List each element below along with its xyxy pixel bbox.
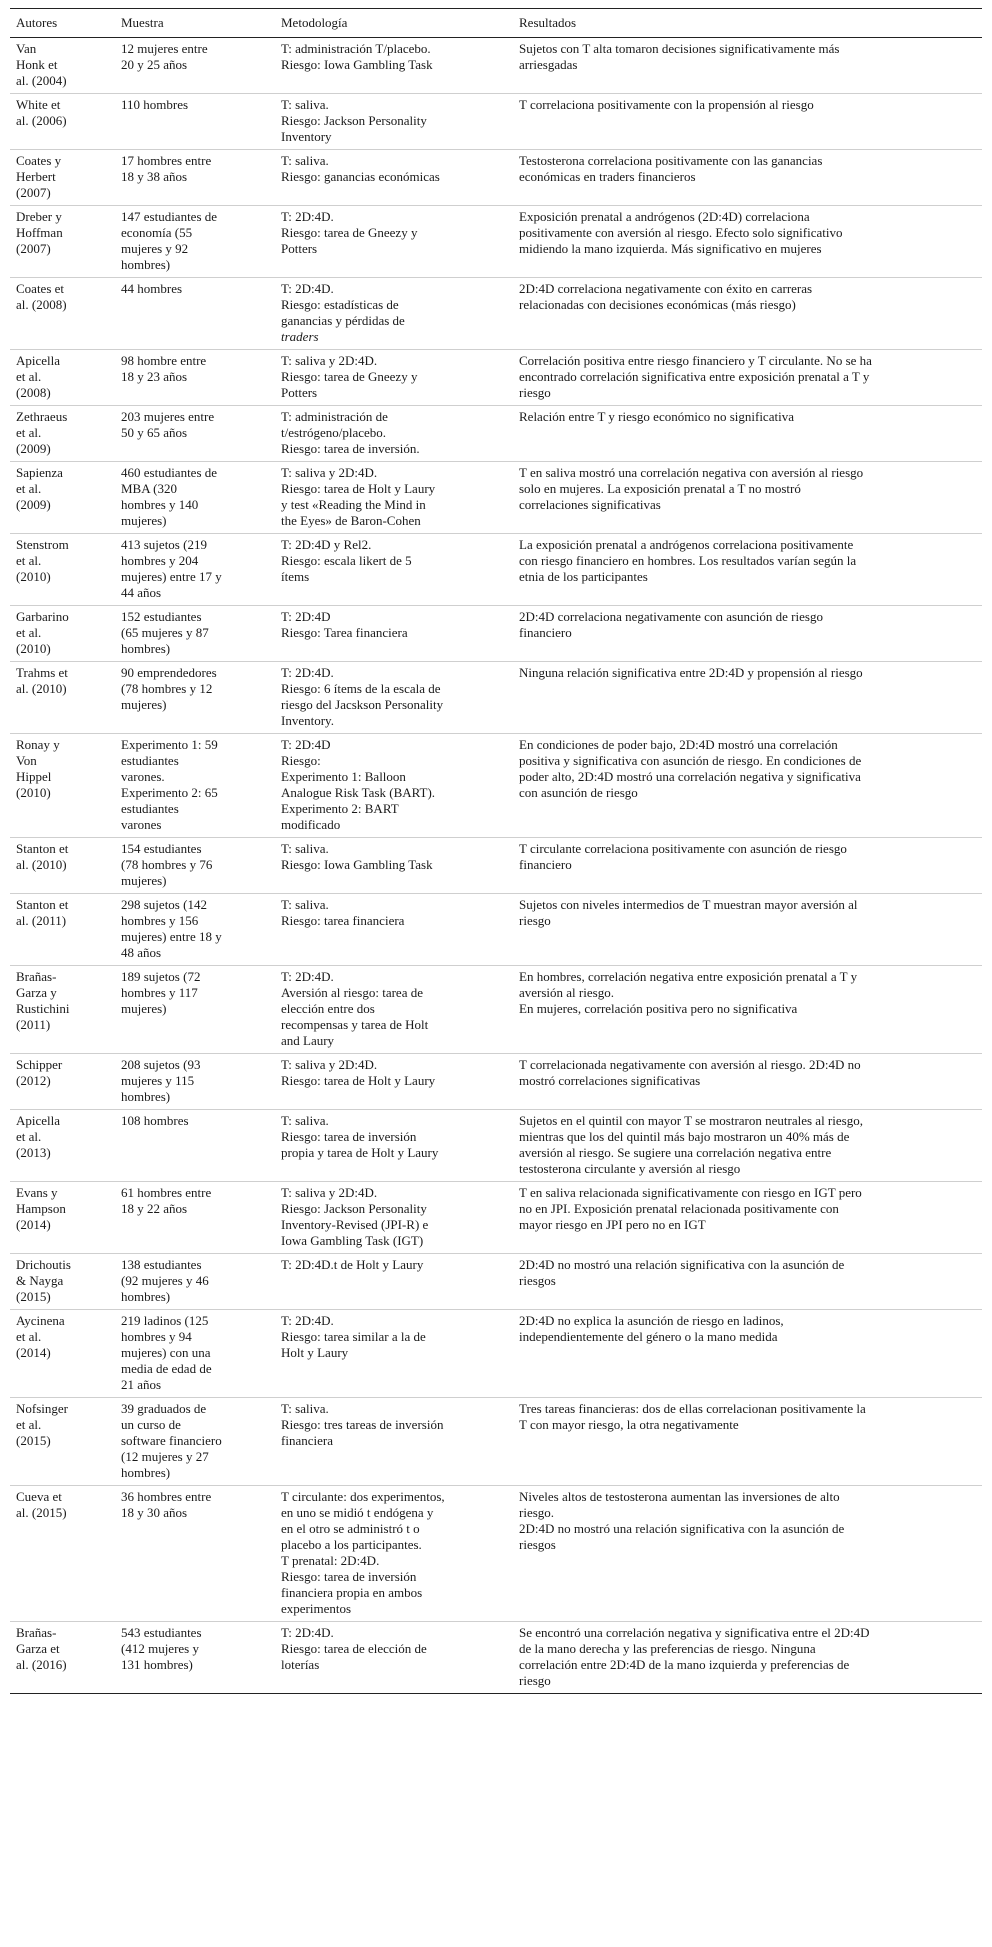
table-row — [10, 838, 982, 894]
cell-autores: Apicella et al. (2008) — [10, 350, 115, 406]
cell-resultados: 2D:4D correlaciona negativamente con asunción de riesgo financiero — [513, 606, 982, 662]
cell-resultados: 2D:4D no mostró una relación significativa con la asunción de riesgos — [513, 1254, 982, 1310]
cell-autores: Apicella et al. (2013) — [10, 1110, 115, 1182]
table-row — [10, 966, 982, 1054]
cell-autores: White et al. (2006) — [10, 94, 115, 150]
cell-resultados: Sujetos en el quintil con mayor T se mostraron neutrales al riesgo, mientras que los del quintil más bajo mostraron un 40% más de aversión al riesgo. Se sugiere una correlación negativa entre testosterona circulante y aversión al riesgo — [513, 1110, 982, 1182]
header-metodologia: Metodología — [275, 9, 513, 38]
table-row — [10, 38, 982, 94]
cell-muestra: 108 hombres — [115, 1110, 275, 1182]
cell-muestra: 154 estudiantes (78 hombres y 76 mujeres) — [115, 838, 275, 894]
cell-resultados: T circulante correlaciona positivamente con asunción de riesgo financiero — [513, 838, 982, 894]
cell-metodologia: T circulante: dos experimentos, en uno se midió t endógena y en el otro se administró t o placebo a los participantes. T prenatal: 2D:4D. Riesgo: tarea de inversión financiera propia en ambos experimentos — [275, 1486, 513, 1622]
table-row — [10, 1398, 982, 1486]
table-row — [10, 278, 982, 350]
table-body — [10, 38, 982, 1694]
cell-muestra: 36 hombres entre 18 y 30 años — [115, 1486, 275, 1622]
cell-autores: Coates et al. (2008) — [10, 278, 115, 350]
cell-autores: Van Honk et al. (2004) — [10, 38, 115, 94]
cell-muestra: 543 estudiantes (412 mujeres y 131 hombres) — [115, 1622, 275, 1694]
cell-autores: Stanton et al. (2011) — [10, 894, 115, 966]
cell-metodologia: T: saliva. Riesgo: Jackson Personality Inventory — [275, 94, 513, 150]
table-row — [10, 406, 982, 462]
cell-autores: Nofsinger et al. (2015) — [10, 1398, 115, 1486]
cell-resultados: T correlacionada negativamente con aversión al riesgo. 2D:4D no mostró correlaciones significativas — [513, 1054, 982, 1110]
cell-autores: Cueva et al. (2015) — [10, 1486, 115, 1622]
cell-muestra: 460 estudiantes de MBA (320 hombres y 140 mujeres) — [115, 462, 275, 534]
cell-muestra: 152 estudiantes (65 mujeres y 87 hombres) — [115, 606, 275, 662]
cell-muestra: 39 graduados de un curso de software financiero (12 mujeres y 27 hombres) — [115, 1398, 275, 1486]
cell-autores: Dreber y Hoffman (2007) — [10, 206, 115, 278]
studies-table — [10, 8, 982, 1694]
cell-metodologia: T: saliva. Riesgo: tarea de inversión propia y tarea de Holt y Laury — [275, 1110, 513, 1182]
cell-autores: Brañas- Garza y Rustichini (2011) — [10, 966, 115, 1054]
cell-resultados: Relación entre T y riesgo económico no significativa — [513, 406, 982, 462]
cell-muestra: 44 hombres — [115, 278, 275, 350]
cell-resultados: Exposición prenatal a andrógenos (2D:4D) correlaciona positivamente con aversión al riesgo. Efecto solo significativo midiendo la mano izquierda. Más significativo en mujeres — [513, 206, 982, 278]
cell-autores: Stanton et al. (2010) — [10, 838, 115, 894]
cell-muestra: 61 hombres entre 18 y 22 años — [115, 1182, 275, 1254]
cell-resultados: Tres tareas financieras: dos de ellas correlacionan positivamente la T con mayor riesgo, la otra negativamente — [513, 1398, 982, 1486]
cell-metodologia: T: saliva y 2D:4D. Riesgo: tarea de Holt y Laury — [275, 1054, 513, 1110]
cell-resultados: T en saliva relacionada significativamente con riesgo en IGT pero no en JPI. Exposición prenatal relacionada positivamente con mayor riesgo en JPI pero no en IGT — [513, 1182, 982, 1254]
cell-resultados: Correlación positiva entre riesgo financiero y T circulante. No se ha encontrado correlación significativa entre exposición prenatal a T y riesgo — [513, 350, 982, 406]
cell-resultados: 2D:4D no explica la asunción de riesgo en ladinos, independientemente del género o la mano medida — [513, 1310, 982, 1398]
cell-metodologia: T: saliva. Riesgo: tres tareas de inversión financiera — [275, 1398, 513, 1486]
table-row — [10, 1486, 982, 1622]
table-row — [10, 894, 982, 966]
cell-metodologia: T: 2D:4D. Riesgo: 6 ítems de la escala de riesgo del Jacskson Personality Inventory. — [275, 662, 513, 734]
cell-muestra: 413 sujetos (219 hombres y 204 mujeres) entre 17 y 44 años — [115, 534, 275, 606]
cell-resultados: 2D:4D correlaciona negativamente con éxito en carreras relacionadas con decisiones económicas (más riesgo) — [513, 278, 982, 350]
cell-metodologia: T: 2D:4D y Rel2. Riesgo: escala likert de 5 ítems — [275, 534, 513, 606]
cell-autores: Aycinena et al. (2014) — [10, 1310, 115, 1398]
cell-metodologia: T: 2D:4D Riesgo: Tarea financiera — [275, 606, 513, 662]
cell-autores: Stenstrom et al. (2010) — [10, 534, 115, 606]
table-row — [10, 1110, 982, 1182]
header-autores: Autores — [10, 9, 115, 38]
table-row — [10, 350, 982, 406]
cell-metodologia: T: 2D:4D. Aversión al riesgo: tarea de elección entre dos recompensas y tarea de Holt and Laury — [275, 966, 513, 1054]
cell-metodologia: T: administración T/placebo. Riesgo: Iowa Gambling Task — [275, 38, 513, 94]
cell-metodologia: T: saliva. Riesgo: Iowa Gambling Task — [275, 838, 513, 894]
header-row — [10, 9, 982, 38]
cell-autores: Brañas- Garza et al. (2016) — [10, 1622, 115, 1694]
table-row — [10, 1622, 982, 1694]
cell-resultados: Testosterona correlaciona positivamente con las ganancias económicas en traders financieros — [513, 150, 982, 206]
cell-metodologia: T: 2D:4D. Riesgo: estadísticas de ganancias y pérdidas de traders — [275, 278, 513, 350]
cell-metodologia: T: saliva. Riesgo: tarea financiera — [275, 894, 513, 966]
italic-term: traders — [281, 329, 319, 344]
table-row — [10, 150, 982, 206]
cell-autores: Ronay y Von Hippel (2010) — [10, 734, 115, 838]
table-row — [10, 534, 982, 606]
cell-metodologia: T: 2D:4D.t de Holt y Laury — [275, 1254, 513, 1310]
cell-muestra: 203 mujeres entre 50 y 65 años — [115, 406, 275, 462]
cell-metodologia: T: 2D:4D. Riesgo: tarea de elección de loterías — [275, 1622, 513, 1694]
cell-resultados: La exposición prenatal a andrógenos correlaciona positivamente con riesgo financiero en hombres. Los resultados varían según la etnia de los participantes — [513, 534, 982, 606]
table-row — [10, 206, 982, 278]
studies-table-container — [10, 8, 982, 1694]
cell-resultados: Niveles altos de testosterona aumentan las inversiones de alto riesgo. 2D:4D no mostró una relación significativa con la asunción de riesgos — [513, 1486, 982, 1622]
cell-muestra: 298 sujetos (142 hombres y 156 mujeres) entre 18 y 48 años — [115, 894, 275, 966]
cell-resultados: Se encontró una correlación negativa y significativa entre el 2D:4D de la mano derecha y las preferencias de riesgo. Ninguna correlación entre 2D:4D de la mano izquierda y preferencias de riesgo — [513, 1622, 982, 1694]
cell-muestra: 219 ladinos (125 hombres y 94 mujeres) con una media de edad de 21 años — [115, 1310, 275, 1398]
header-resultados: Resultados — [513, 9, 982, 38]
cell-resultados: Sujetos con niveles intermedios de T muestran mayor aversión al riesgo — [513, 894, 982, 966]
cell-resultados: T en saliva mostró una correlación negativa con aversión al riesgo solo en mujeres. La exposición prenatal a T no mostró correlaciones significativas — [513, 462, 982, 534]
cell-muestra: 17 hombres entre 18 y 38 años — [115, 150, 275, 206]
cell-muestra: 138 estudiantes (92 mujeres y 46 hombres) — [115, 1254, 275, 1310]
table-row — [10, 1310, 982, 1398]
table-row — [10, 662, 982, 734]
cell-autores: Sapienza et al. (2009) — [10, 462, 115, 534]
table-header — [10, 9, 982, 38]
cell-muestra: 98 hombre entre 18 y 23 años — [115, 350, 275, 406]
cell-metodologia: T: saliva y 2D:4D. Riesgo: tarea de Holt y Laury y test «Reading the Mind in the Eyes» de Baron-Cohen — [275, 462, 513, 534]
cell-muestra: 110 hombres — [115, 94, 275, 150]
table-row — [10, 734, 982, 838]
cell-metodologia: T: saliva. Riesgo: ganancias económicas — [275, 150, 513, 206]
cell-autores: Garbarino et al. (2010) — [10, 606, 115, 662]
cell-metodologia: T: saliva y 2D:4D. Riesgo: Jackson Personality Inventory-Revised (JPI-R) e Iowa Gambling Task (IGT) — [275, 1182, 513, 1254]
cell-metodologia: T: saliva y 2D:4D. Riesgo: tarea de Gneezy y Potters — [275, 350, 513, 406]
table-row — [10, 1182, 982, 1254]
cell-autores: Drichoutis & Nayga (2015) — [10, 1254, 115, 1310]
cell-metodologia: T: 2D:4D. Riesgo: tarea similar a la de Holt y Laury — [275, 1310, 513, 1398]
table-row — [10, 1254, 982, 1310]
table-row — [10, 606, 982, 662]
cell-muestra: 90 emprendedores (78 hombres y 12 mujeres) — [115, 662, 275, 734]
cell-metodologia: T: 2D:4D. Riesgo: tarea de Gneezy y Potters — [275, 206, 513, 278]
cell-muestra: 208 sujetos (93 mujeres y 115 hombres) — [115, 1054, 275, 1110]
table-row — [10, 94, 982, 150]
table-row — [10, 462, 982, 534]
cell-muestra: 12 mujeres entre 20 y 25 años — [115, 38, 275, 94]
cell-resultados: Ninguna relación significativa entre 2D:4D y propensión al riesgo — [513, 662, 982, 734]
cell-autores: Zethraeus et al. (2009) — [10, 406, 115, 462]
cell-autores: Coates y Herbert (2007) — [10, 150, 115, 206]
cell-muestra: 189 sujetos (72 hombres y 117 mujeres) — [115, 966, 275, 1054]
cell-resultados: T correlaciona positivamente con la propensión al riesgo — [513, 94, 982, 150]
cell-resultados: Sujetos con T alta tomaron decisiones significativamente más arriesgadas — [513, 38, 982, 94]
cell-autores: Schipper (2012) — [10, 1054, 115, 1110]
cell-muestra: 147 estudiantes de economía (55 mujeres y 92 hombres) — [115, 206, 275, 278]
header-muestra: Muestra — [115, 9, 275, 38]
cell-muestra: Experimento 1: 59 estudiantes varones. Experimento 2: 65 estudiantes varones — [115, 734, 275, 838]
table-row — [10, 1054, 982, 1110]
cell-resultados: En hombres, correlación negativa entre exposición prenatal a T y aversión al riesgo. En mujeres, correlación positiva pero no significativa — [513, 966, 982, 1054]
cell-metodologia: T: 2D:4D Riesgo: Experimento 1: Balloon Analogue Risk Task (BART). Experimento 2: BART modificado — [275, 734, 513, 838]
cell-metodologia: T: administración de t/estrógeno/placebo. Riesgo: tarea de inversión. — [275, 406, 513, 462]
cell-autores: Evans y Hampson (2014) — [10, 1182, 115, 1254]
cell-resultados: En condiciones de poder bajo, 2D:4D mostró una correlación positiva y significativa con asunción de riesgo. En condiciones de poder alto, 2D:4D mostró una correlación negativa y significativa con asunción de riesgo — [513, 734, 982, 838]
cell-autores: Trahms et al. (2010) — [10, 662, 115, 734]
